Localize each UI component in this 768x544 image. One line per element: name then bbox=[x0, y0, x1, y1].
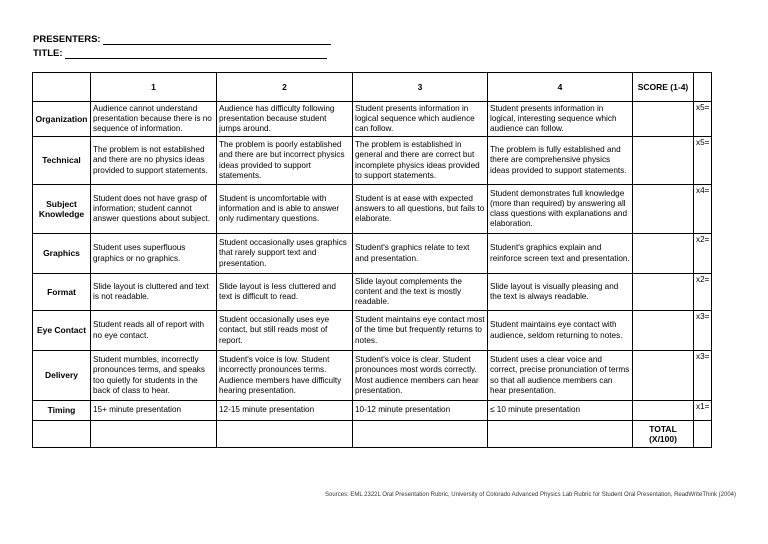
blank-cell bbox=[91, 421, 217, 448]
table-row-graphics bbox=[33, 234, 712, 274]
rubric-cell: Student presents information in logical sequence which audience can follow. bbox=[353, 102, 488, 137]
score-cell[interactable] bbox=[633, 234, 694, 274]
score-cell[interactable] bbox=[633, 311, 694, 351]
header-level-4: 4 bbox=[488, 73, 633, 102]
rubric-cell: Student uses superfluous graphics or no graphics. bbox=[91, 234, 217, 274]
header-row bbox=[33, 73, 712, 102]
rubric-cell: The problem is established in general and there are correct but incomplete physics ideas provided to support statements. bbox=[353, 137, 488, 185]
rubric-cell: Student mumbles, incorrectly pronounces terms, and speaks too quietly for students in the back of class to hear. bbox=[91, 351, 217, 401]
rubric-cell: Slide layout is visually pleasing and the text is always readable. bbox=[488, 274, 633, 311]
rubric-cell: Student is at ease with expected answers to all questions, but fails to elaborate. bbox=[353, 185, 488, 234]
header-multiplier bbox=[694, 73, 712, 102]
category-label: Eye Contact bbox=[33, 311, 91, 351]
header-level-2: 2 bbox=[217, 73, 353, 102]
title-field bbox=[33, 48, 327, 59]
blank-cell bbox=[488, 421, 633, 448]
multiplier-cell: x3= bbox=[694, 311, 712, 351]
rubric-cell: The problem is not established and there are no physics ideas provided to support statements. bbox=[91, 137, 217, 185]
rubric-cell: Student is uncomfortable with information and is able to answer only rudimentary questions. bbox=[217, 185, 353, 234]
total-label: TOTAL (X/100) bbox=[633, 421, 694, 448]
presenters-label: PRESENTERS: bbox=[33, 34, 101, 45]
rubric-cell: Student uses a clear voice and correct, precise pronunciation of terms so that all audience members can hear presentation. bbox=[488, 351, 633, 401]
score-cell[interactable] bbox=[633, 185, 694, 234]
rubric-cell: Student presents information in logical, interesting sequence which audience can follow. bbox=[488, 102, 633, 137]
rubric-cell: 10-12 minute presentation bbox=[353, 401, 488, 421]
table-row-timing bbox=[33, 401, 712, 421]
header-blank bbox=[33, 73, 91, 102]
multiplier-cell: x1= bbox=[694, 401, 712, 421]
rubric-cell: Audience cannot understand presentation because there is no sequence of information. bbox=[91, 102, 217, 137]
rubric-cell: Slide layout is less cluttered and text is difficult to read. bbox=[217, 274, 353, 311]
rubric-cell: Audience has difficulty following presentation because student jumps around. bbox=[217, 102, 353, 137]
rubric-cell: Student demonstrates full knowledge (more than required) by answering all class questions with explanations and elaboration. bbox=[488, 185, 633, 234]
table-row-technical bbox=[33, 137, 712, 185]
rubric-cell: Student's voice is low. Student incorrectly pronounces terms. Audience members have difficulty hearing presentation. bbox=[217, 351, 353, 401]
score-cell[interactable] bbox=[633, 137, 694, 185]
total-value-cell[interactable] bbox=[694, 421, 712, 448]
multiplier-cell: x5= bbox=[694, 102, 712, 137]
score-cell[interactable] bbox=[633, 102, 694, 137]
sources-footnote: Sources: EML 2322L Oral Presentation Rubric, University of Colorado Advanced Physics Lab Rubric for Student Oral Presentation, ReadWriteThink (2004) bbox=[325, 492, 736, 498]
rubric-cell: Slide layout is cluttered and text is not readable. bbox=[91, 274, 217, 311]
rubric-cell: Student occasionally uses eye contact, but still reads most of report. bbox=[217, 311, 353, 351]
multiplier-cell: x4= bbox=[694, 185, 712, 234]
rubric-cell: Student's graphics relate to text and presentation. bbox=[353, 234, 488, 274]
table-row-total bbox=[33, 421, 712, 448]
multiplier-cell: x2= bbox=[694, 274, 712, 311]
blank-cell bbox=[33, 421, 91, 448]
rubric-cell: The problem is poorly established and there are but incorrect physics ideas provided to support statements. bbox=[217, 137, 353, 185]
rubric-cell: 12-15 minute presentation bbox=[217, 401, 353, 421]
category-label: Organization bbox=[33, 102, 91, 137]
header-level-1: 1 bbox=[91, 73, 217, 102]
category-label: Graphics bbox=[33, 234, 91, 274]
rubric-table bbox=[32, 72, 712, 448]
rubric-cell: Student reads all of report with no eye contact. bbox=[91, 311, 217, 351]
blank-cell bbox=[217, 421, 353, 448]
presenters-blank-line bbox=[103, 34, 331, 45]
table-row-delivery bbox=[33, 351, 712, 401]
rubric-cell: Student maintains eye contact with audience, seldom returning to notes. bbox=[488, 311, 633, 351]
rubric-cell: ≤ 10 minute presentation bbox=[488, 401, 633, 421]
blank-cell bbox=[353, 421, 488, 448]
rubric-cell: Student maintains eye contact most of the time but frequently returns to notes. bbox=[353, 311, 488, 351]
multiplier-cell: x2= bbox=[694, 234, 712, 274]
score-cell[interactable] bbox=[633, 274, 694, 311]
rubric-cell: Student's graphics explain and reinforce screen text and presentation. bbox=[488, 234, 633, 274]
title-label: TITLE: bbox=[33, 48, 63, 59]
score-cell[interactable] bbox=[633, 401, 694, 421]
category-label: Delivery bbox=[33, 351, 91, 401]
rubric-cell: Student's voice is clear. Student pronounces most words correctly. Most audience members can hear presentation. bbox=[353, 351, 488, 401]
category-label: Timing bbox=[33, 401, 91, 421]
category-label: Subject Knowledge bbox=[33, 185, 91, 234]
table-row-format bbox=[33, 274, 712, 311]
table-row-subject-knowledge bbox=[33, 185, 712, 234]
multiplier-cell: x3= bbox=[694, 351, 712, 401]
multiplier-cell: x5= bbox=[694, 137, 712, 185]
table-row-organization bbox=[33, 102, 712, 137]
rubric-cell: 15+ minute presentation bbox=[91, 401, 217, 421]
table-row-eye-contact bbox=[33, 311, 712, 351]
category-label: Technical bbox=[33, 137, 91, 185]
header-level-3: 3 bbox=[353, 73, 488, 102]
rubric-cell: Slide layout complements the content and the text is mostly readable. bbox=[353, 274, 488, 311]
score-cell[interactable] bbox=[633, 351, 694, 401]
rubric-cell: Student occasionally uses graphics that rarely support text and presentation. bbox=[217, 234, 353, 274]
title-blank-line bbox=[65, 48, 327, 59]
rubric-cell: The problem is fully established and there are comprehensive physics ideas provided to support statements. bbox=[488, 137, 633, 185]
presenters-field bbox=[33, 34, 331, 45]
header-score: SCORE (1-4) bbox=[633, 73, 694, 102]
category-label: Format bbox=[33, 274, 91, 311]
rubric-cell: Student does not have grasp of information; student cannot answer questions about subject. bbox=[91, 185, 217, 234]
